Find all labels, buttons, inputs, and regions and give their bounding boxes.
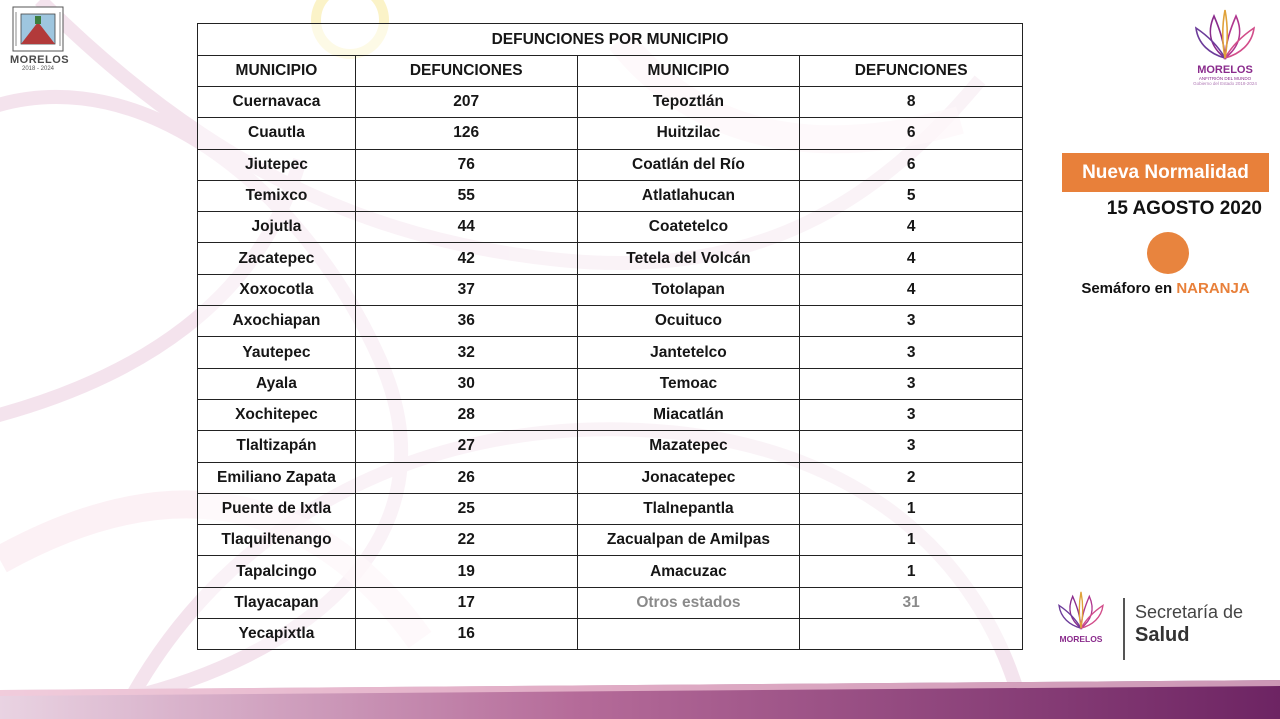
municipio-cell: Tlaquiltenango — [198, 525, 356, 556]
municipio-cell: Ocuituco — [577, 306, 800, 337]
defunciones-cell: 42 — [355, 243, 577, 274]
defunciones-cell: 30 — [355, 368, 577, 399]
municipio-cell: Tepoztlán — [577, 87, 800, 118]
table-row — [198, 556, 1023, 587]
table-row — [198, 493, 1023, 524]
defunciones-cell: 5 — [800, 180, 1023, 211]
defunciones-cell: 3 — [800, 431, 1023, 462]
table-row — [198, 587, 1023, 618]
table-row — [198, 212, 1023, 243]
municipio-cell: Puente de Ixtla — [198, 493, 356, 524]
table-row — [198, 87, 1023, 118]
defunciones-cell: 28 — [355, 399, 577, 430]
header-municipio-2: MUNICIPIO — [577, 56, 800, 87]
defunciones-cell: 31 — [800, 587, 1023, 618]
table-title: DEFUNCIONES POR MUNICIPIO — [198, 24, 1023, 56]
defunciones-cell: 3 — [800, 399, 1023, 430]
salud-divider — [1123, 598, 1125, 660]
brand-logo-name: MORELOS — [1197, 64, 1253, 76]
table-row — [198, 274, 1023, 305]
municipio-cell: Miacatlán — [577, 399, 800, 430]
municipio-cell: Tlayacapan — [198, 587, 356, 618]
state-crest-icon — [12, 6, 64, 52]
semaforo-color-label: NARANJA — [1176, 280, 1250, 297]
morelos-flower-small-icon — [1056, 590, 1106, 630]
table-row — [198, 180, 1023, 211]
defunciones-cell: 3 — [800, 368, 1023, 399]
municipio-cell: Yautepec — [198, 337, 356, 368]
table-row — [198, 306, 1023, 337]
defunciones-cell: 19 — [355, 556, 577, 587]
defunciones-cell: 55 — [355, 180, 577, 211]
semaforo-prefix: Semáforo en — [1081, 280, 1173, 297]
municipio-cell: Coatetelco — [577, 212, 800, 243]
municipio-cell: Jiutepec — [198, 149, 356, 180]
defunciones-cell: 1 — [800, 556, 1023, 587]
municipio-cell: Xochitepec — [198, 399, 356, 430]
municipio-cell: Temixco — [198, 180, 356, 211]
deaths-table-container — [197, 23, 1023, 649]
defunciones-cell: 6 — [800, 149, 1023, 180]
bottom-color-band — [0, 676, 1280, 719]
defunciones-cell: 26 — [355, 462, 577, 493]
table-row — [198, 525, 1023, 556]
defunciones-cell — [800, 619, 1023, 650]
crest-years: 2018 - 2024 — [21, 66, 55, 72]
defunciones-cell: 22 — [355, 525, 577, 556]
municipio-cell: Atlatlahucan — [577, 180, 800, 211]
defunciones-cell: 4 — [800, 212, 1023, 243]
defunciones-cell: 8 — [800, 87, 1023, 118]
municipio-cell: Tapalcingo — [198, 556, 356, 587]
municipio-cell: Zacualpan de Amilpas — [577, 525, 800, 556]
table-row — [198, 243, 1023, 274]
table-row — [198, 149, 1023, 180]
municipio-cell: Jojutla — [198, 212, 356, 243]
defunciones-cell: 3 — [800, 337, 1023, 368]
municipio-cell: Mazatepec — [577, 431, 800, 462]
defunciones-cell: 25 — [355, 493, 577, 524]
municipio-cell: Zacatepec — [198, 243, 356, 274]
defunciones-cell: 32 — [355, 337, 577, 368]
defunciones-cell: 36 — [355, 306, 577, 337]
municipio-cell: Axochiapan — [198, 306, 356, 337]
report-date: 15 AGOSTO 2020 — [1106, 198, 1262, 219]
defunciones-cell: 3 — [800, 306, 1023, 337]
morelos-flower-logo-icon — [1192, 8, 1258, 60]
municipio-cell: Yecapixtla — [198, 619, 356, 650]
municipio-cell: Huitzilac — [577, 118, 800, 149]
secretaria-de-text: Secretaría de — [1135, 602, 1244, 622]
table-row — [198, 431, 1023, 462]
defunciones-cell: 6 — [800, 118, 1023, 149]
municipio-cell: Otros estados — [577, 587, 800, 618]
municipio-cell: Temoac — [577, 368, 800, 399]
table-row — [198, 462, 1023, 493]
deaths-by-municipality-table — [197, 23, 1023, 650]
defunciones-cell: 207 — [355, 87, 577, 118]
defunciones-cell: 17 — [355, 587, 577, 618]
municipio-cell — [577, 619, 800, 650]
municipio-cell: Xoxocotla — [198, 274, 356, 305]
defunciones-cell: 2 — [800, 462, 1023, 493]
header-municipio-1: MUNICIPIO — [198, 56, 356, 87]
morelos-brand-logo — [1188, 8, 1262, 86]
defunciones-cell: 4 — [800, 274, 1023, 305]
defunciones-cell: 1 — [800, 525, 1023, 556]
header-defunciones-2: DEFUNCIONES — [800, 56, 1023, 87]
table-row — [198, 619, 1023, 650]
defunciones-cell: 126 — [355, 118, 577, 149]
semaforo-status — [1062, 280, 1269, 297]
table-header-row — [198, 56, 1023, 87]
defunciones-cell: 16 — [355, 619, 577, 650]
salud-logo-name: MORELOS — [1059, 634, 1103, 644]
municipio-cell: Ayala — [198, 368, 356, 399]
state-crest — [10, 6, 70, 72]
brand-logo-tagline: ANFITRIÓN DEL MUNDO — [1198, 76, 1252, 81]
municipio-cell: Jonacatepec — [577, 462, 800, 493]
municipio-cell: Emiliano Zapata — [198, 462, 356, 493]
salud-morelos-logo — [1052, 590, 1110, 644]
defunciones-cell: 44 — [355, 212, 577, 243]
table-row — [198, 118, 1023, 149]
municipio-cell: Cuautla — [198, 118, 356, 149]
municipio-cell: Jantetelco — [577, 337, 800, 368]
defunciones-cell: 1 — [800, 493, 1023, 524]
defunciones-cell: 27 — [355, 431, 577, 462]
table-row — [198, 368, 1023, 399]
municipio-cell: Amacuzac — [577, 556, 800, 587]
defunciones-cell: 4 — [800, 243, 1023, 274]
table-row — [198, 337, 1023, 368]
municipio-cell: Totolapan — [577, 274, 800, 305]
nueva-normalidad-label: Nueva Normalidad — [1062, 153, 1269, 192]
municipio-cell: Tlalnepantla — [577, 493, 800, 524]
secretaria-salud-logo — [1052, 590, 1262, 665]
municipio-cell: Coatlán del Río — [577, 149, 800, 180]
crest-name: MORELOS — [10, 54, 70, 66]
defunciones-cell: 76 — [355, 149, 577, 180]
salud-text: Salud — [1135, 624, 1190, 646]
header-defunciones-1: DEFUNCIONES — [355, 56, 577, 87]
table-row — [198, 399, 1023, 430]
municipio-cell: Tetela del Volcán — [577, 243, 800, 274]
municipio-cell: Tlaltizapán — [198, 431, 356, 462]
semaforo-orange-dot — [1147, 232, 1189, 274]
brand-logo-sub: Gobierno del Estado 2018-2024 — [1193, 81, 1257, 86]
municipio-cell: Cuernavaca — [198, 87, 356, 118]
defunciones-cell: 37 — [355, 274, 577, 305]
